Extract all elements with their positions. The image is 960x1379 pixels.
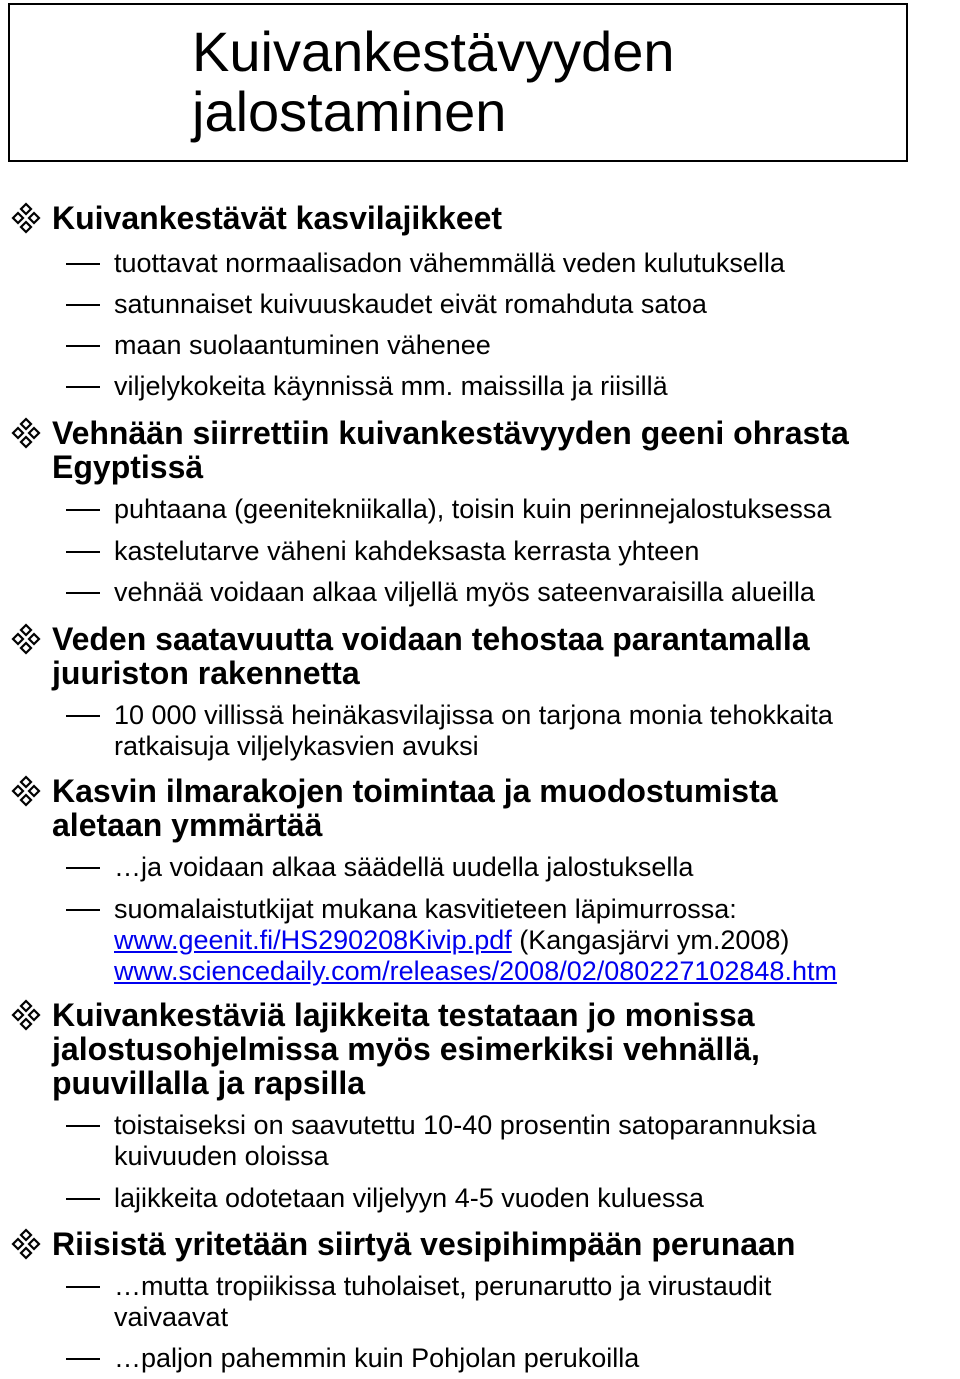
dash-bullet-icon — [66, 263, 100, 265]
bullet-text-line: Kasvin ilmarakojen toimintaa ja muodostumista — [52, 773, 778, 809]
sub-bullet-text-line: maan suolaantuminen vähenee — [114, 330, 491, 360]
sub-bullet — [66, 852, 956, 883]
reference-line-1 — [114, 925, 956, 956]
sub-bullet-text-line: kuivuuden oloissa — [114, 1141, 329, 1171]
diamond-bullet-icon — [10, 416, 42, 450]
reference-line-2 — [114, 956, 956, 987]
sub-bullet-text-line: puhtaana (geenitekniikalla), toisin kuin perinnejalostuksessa — [114, 494, 832, 524]
bullet-text-line: Kuivankestävät kasvilajikkeet — [52, 200, 503, 236]
bullet-6 — [10, 1227, 950, 1261]
sub-bullet-text-line: viljelykokeita käynnissä mm. maissilla ja riisillä — [114, 371, 668, 401]
sub-bullet-text-line: satunnaiset kuivuuskaudet eivät romahduta satoa — [114, 289, 707, 319]
bullet-text-line: Vehnään siirrettiin kuivankestävyyden geeni ohrasta — [52, 415, 849, 451]
dash-bullet-icon — [66, 304, 100, 306]
sub-bullet — [66, 494, 956, 525]
sub-bullet — [66, 894, 956, 987]
sub-bullet — [66, 1183, 956, 1214]
sub-bullet-text-line: kastelutarve väheni kahdeksasta kerrasta yhteen — [114, 536, 700, 566]
sub-bullet-text-line: …mutta tropiikissa tuholaiset, perunarutto ja virustaudit — [114, 1271, 772, 1301]
sub-bullet — [66, 700, 956, 762]
diamond-bullet-icon — [10, 998, 42, 1032]
reference-citation: (Kangasjärvi ym.2008) — [511, 925, 790, 955]
sub-bullet — [66, 1271, 956, 1333]
dash-bullet-icon — [66, 345, 100, 347]
bullet-1 — [10, 201, 950, 235]
bullet-text-line: juuriston rakennetta — [52, 655, 360, 691]
sub-bullet-text-line: 10 000 villissä heinäkasvilajissa on tarjona monia tehokkaita — [114, 700, 833, 730]
sub-bullet-text-line: vehnää voidaan alkaa viljellä myös sateenvaraisilla alueilla — [114, 577, 815, 607]
sub-bullet-text-line: …paljon pahemmin kuin Pohjolan perukoilla — [114, 1343, 640, 1373]
sub-bullet-text-line: toistaiseksi on saavutettu 10-40 prosentin satoparannuksia — [114, 1110, 817, 1140]
dash-bullet-icon — [66, 1198, 100, 1200]
diamond-bullet-icon — [10, 622, 42, 656]
bullet-text-line: Riisistä yritetään siirtyä vesipihimpään perunaan — [52, 1226, 796, 1262]
geenit-link[interactable]: www.geenit.fi/HS290208Kivip.pdf — [114, 925, 512, 955]
diamond-bullet-icon — [10, 774, 42, 808]
sub-bullet — [66, 1110, 956, 1172]
sub-bullet — [66, 536, 956, 567]
sub-bullet-text-line: ratkaisuja viljelykasvien avuksi — [114, 731, 479, 761]
dash-bullet-icon — [66, 551, 100, 553]
dash-bullet-icon — [66, 509, 100, 511]
bullet-text-line: Veden saatavuutta voidaan tehostaa parantamalla — [52, 621, 810, 657]
bullet-text-line: puuvillalla ja rapsilla — [52, 1065, 366, 1101]
sub-bullet-text-line: suomalaistutkijat mukana kasvitieteen läpimurrossa: — [114, 894, 737, 924]
dash-bullet-icon — [66, 909, 100, 911]
bullet-text-line: aletaan ymmärtää — [52, 807, 323, 843]
diamond-bullet-icon — [10, 201, 42, 235]
bullet-3 — [10, 622, 950, 690]
dash-bullet-icon — [66, 386, 100, 388]
dash-bullet-icon — [66, 1358, 100, 1360]
sciencedaily-link[interactable]: www.sciencedaily.com/releases/2008/02/080227102848.htm — [114, 956, 837, 986]
slide-title-line-2: jalostaminen — [192, 80, 507, 143]
dash-bullet-icon — [66, 715, 100, 717]
dash-bullet-icon — [66, 1125, 100, 1127]
dash-bullet-icon — [66, 867, 100, 869]
bullet-text-line: Kuivankestäviä lajikkeita testataan jo monissa — [52, 997, 755, 1033]
sub-bullet — [66, 248, 956, 279]
sub-bullet — [66, 1343, 956, 1374]
bullet-5 — [10, 998, 950, 1100]
slide-title-line-1: Kuivankestävyyden — [192, 20, 675, 83]
bullet-text-line: jalostusohjelmissa myös esimerkiksi vehnällä, — [52, 1031, 760, 1067]
diamond-bullet-icon — [10, 1227, 42, 1261]
sub-bullet — [66, 577, 956, 608]
bullet-text-line: Egyptissä — [52, 449, 204, 485]
sub-bullet — [66, 371, 956, 402]
sub-bullet-text-line: lajikkeita odotetaan viljelyyn 4-5 vuoden kuluessa — [114, 1183, 704, 1213]
bullet-4 — [10, 774, 950, 842]
sub-bullet — [66, 289, 956, 320]
sub-bullet-text-line: …ja voidaan alkaa säädellä uudella jalostuksella — [114, 852, 694, 882]
dash-bullet-icon — [66, 1286, 100, 1288]
sub-bullet-text-line: tuottavat normaalisadon vähemmällä veden kulutuksella — [114, 248, 785, 278]
bullet-2 — [10, 416, 950, 484]
sub-bullet — [66, 330, 956, 361]
dash-bullet-icon — [66, 592, 100, 594]
sub-bullet-text-line: vaivaavat — [114, 1302, 229, 1332]
